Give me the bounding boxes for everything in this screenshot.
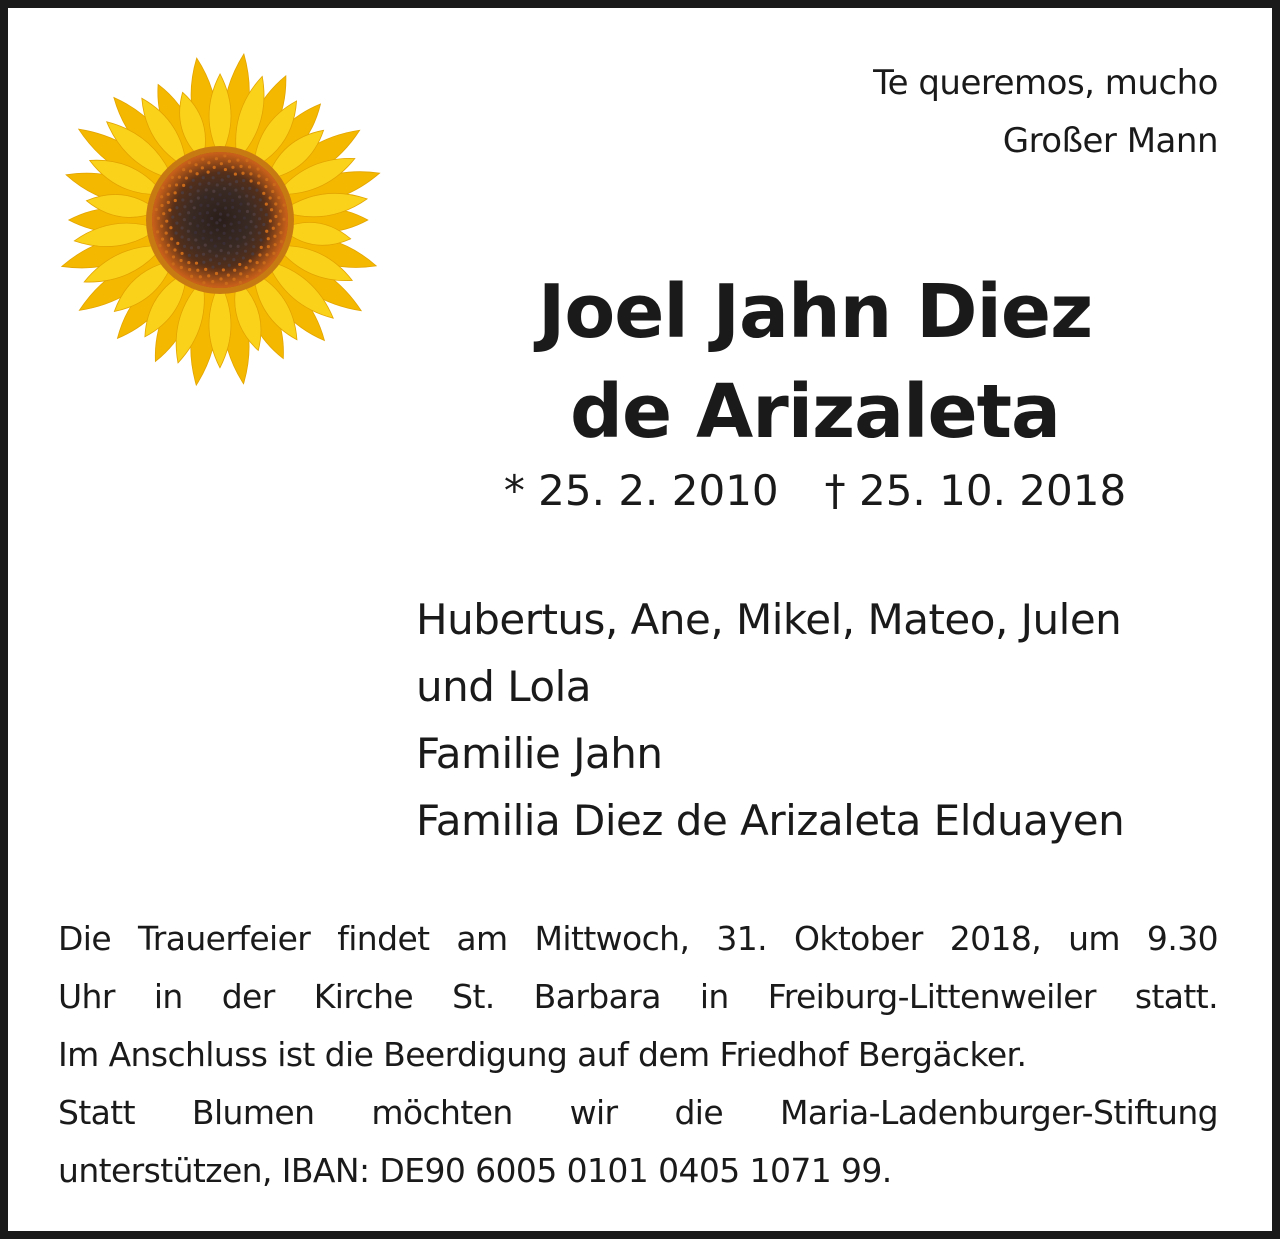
mourner-line: Familie Jahn <box>416 729 663 778</box>
sunflower-seed <box>231 206 234 209</box>
sunflower-seed <box>264 185 267 188</box>
sunflower-seed <box>245 226 248 229</box>
sunflower-seed <box>255 188 258 191</box>
sunflower-seed <box>239 272 242 275</box>
sunflower-seed <box>207 182 210 185</box>
sunflower-seed <box>207 161 210 164</box>
sunflower-seed <box>172 255 175 258</box>
sunflower-seed <box>223 187 226 190</box>
sunflower-seed <box>187 211 190 214</box>
sunflower-seed <box>237 221 240 224</box>
sunflower-seed <box>212 176 215 179</box>
sunflower-seed <box>258 231 261 234</box>
sunflower-seed <box>243 216 246 219</box>
sunflower-seed <box>216 183 219 186</box>
sunflower-seed <box>180 235 183 238</box>
sunflower-seed <box>265 178 268 181</box>
sunflower-seed <box>239 165 242 168</box>
sunflower-seed <box>175 222 178 225</box>
sunflower-seed <box>234 172 237 175</box>
sunflower-seed <box>175 183 178 186</box>
sunflower-seed <box>265 230 268 233</box>
sunflower-seed <box>187 261 190 264</box>
sunflower-seed <box>271 190 274 193</box>
sunflower-seed <box>160 204 163 207</box>
sunflower-seed <box>257 181 260 184</box>
sunflower-seed <box>167 193 170 196</box>
sunflower-seed <box>222 242 225 245</box>
sunflower-seed <box>252 238 255 241</box>
sunflower-seed <box>196 269 199 272</box>
sunflower-seed <box>228 192 231 195</box>
sunflower-seed <box>220 249 223 252</box>
mourner-line: Familia Diez de Arizaleta Elduayen <box>416 796 1125 845</box>
sunflower-seed <box>216 228 219 231</box>
sunflower-seed <box>193 216 196 219</box>
sunflower-seed <box>162 212 165 215</box>
sunflower-seed <box>272 227 275 230</box>
sunflower-seed <box>257 167 260 170</box>
sunflower-seed <box>207 171 210 174</box>
sunflower-seed <box>179 259 182 262</box>
sunflower-seed <box>273 235 276 238</box>
sunflower-seed <box>227 175 230 178</box>
mourners-list <box>416 586 1124 854</box>
sunflower-seed <box>283 218 286 221</box>
sunflower-seed <box>249 172 252 175</box>
sunflower-seed <box>252 195 255 198</box>
sunflower-seed <box>234 189 237 192</box>
sunflower-seed <box>183 245 186 248</box>
sunflower-seed <box>223 257 226 260</box>
sunflower-seed <box>224 206 227 209</box>
sunflower-seed <box>169 226 172 229</box>
sunflower-seed <box>176 242 179 245</box>
sunflower-seed <box>205 188 208 191</box>
sunflower-seed <box>171 176 174 179</box>
sunflower-seed <box>180 266 183 269</box>
sunflower-seed <box>215 272 218 275</box>
sunflower-seed <box>188 268 191 271</box>
sunflower-seed <box>213 166 216 169</box>
sunflower-seed <box>173 248 176 251</box>
sunflower-seed <box>249 259 252 262</box>
sunflower-seed <box>204 244 207 247</box>
sunflower-seed <box>194 238 197 241</box>
sunflower-seed <box>161 186 164 189</box>
sunflower-seed <box>227 273 230 276</box>
sunflower-seed <box>270 208 273 211</box>
sunflower-seed <box>262 223 265 226</box>
sunflower-seed <box>228 264 231 267</box>
sunflower-seed <box>224 168 227 171</box>
sunflower-seed <box>223 224 226 227</box>
sunflower-seed <box>259 238 262 241</box>
sunflower-seed <box>236 237 239 240</box>
sunflower-seed <box>216 202 219 205</box>
sunflower-seed <box>195 262 198 265</box>
sunflower-seed <box>246 275 249 278</box>
sunflower-seed <box>188 254 191 257</box>
sunflower-seed <box>207 223 210 226</box>
sunflower-seed <box>213 209 216 212</box>
sunflower-seed <box>182 168 185 171</box>
sunflower-seed <box>171 216 174 219</box>
sunflower-seed <box>263 261 266 264</box>
sunflower-seed <box>238 229 241 232</box>
sunflower-seed <box>253 213 256 216</box>
sunflower-seed <box>256 261 259 264</box>
motto <box>873 54 1218 170</box>
sunflower-seed <box>231 199 234 202</box>
sunflower-seed <box>223 154 226 157</box>
sunflower-seed <box>183 218 186 221</box>
sunflower-seed <box>168 184 171 187</box>
sunflower-seed <box>225 282 228 285</box>
notice-line: Uhr in der Kirche St. Barbara in Freiburg-Littenweiler statt. <box>58 977 1218 1016</box>
sunflower-seed <box>265 202 268 205</box>
sunflower-seed <box>235 180 238 183</box>
sunflower-icon <box>50 52 400 387</box>
sunflower-seed <box>194 231 197 234</box>
sunflower-seed <box>167 201 170 204</box>
sunflower-seed <box>209 258 212 261</box>
sunflower-seed <box>182 184 185 187</box>
sunflower-seed <box>226 213 229 216</box>
sunflower-seed <box>174 191 177 194</box>
sunflower-seed <box>229 244 232 247</box>
notice-line: Im Anschluss ist die Beerdigung auf dem Friedhof Bergäcker. <box>58 1035 1027 1074</box>
sunflower-seed <box>279 210 282 213</box>
sunflower-seed <box>239 281 242 284</box>
mourner-line: Hubertus, Ane, Mikel, Mateo, Julen <box>416 595 1122 644</box>
sunflower-seed <box>202 176 205 179</box>
sunflower-seed <box>219 212 222 215</box>
sunflower-seed <box>244 250 247 253</box>
sunflower-seed <box>251 268 254 271</box>
sunflower-seed <box>254 225 257 228</box>
sunflower-seed <box>199 275 202 278</box>
sunflower-seed <box>245 159 248 162</box>
sunflower-seed <box>242 179 245 182</box>
sunflower-seed <box>180 252 183 255</box>
sunflower-seed <box>158 244 161 247</box>
sunflower-seed <box>188 161 191 164</box>
sunflower-seed <box>238 263 241 266</box>
sunflower-seed <box>168 209 171 212</box>
sunflower-seed <box>202 261 205 264</box>
sunflower-seed <box>280 240 283 243</box>
sunflower-seed <box>178 176 181 179</box>
sunflower-seed <box>245 194 248 197</box>
sunflower-seed <box>198 182 201 185</box>
sunflower-seed <box>232 278 235 281</box>
sunflower-seed <box>274 243 277 246</box>
sunflower-seed <box>174 231 177 234</box>
sunflower-seed <box>267 245 270 248</box>
sunflower-seed <box>202 237 205 240</box>
sunflower-seed <box>196 172 199 175</box>
sunflower-seed <box>204 196 207 199</box>
sunflower-seed <box>201 166 204 169</box>
sunflower-seed <box>160 195 163 198</box>
deceased-name <box>420 262 1210 462</box>
sunflower-seed <box>265 213 268 216</box>
sunflower-seed <box>194 163 197 166</box>
sunflower-seed <box>231 166 234 169</box>
sunflower-seed <box>279 231 282 234</box>
sunflower-seed <box>219 277 222 280</box>
sunflower-seed <box>210 239 213 242</box>
sunflower-seed <box>178 213 181 216</box>
sunflower-seed <box>260 246 263 249</box>
sunflower-seed <box>237 245 240 248</box>
sunflower-seed <box>208 250 211 253</box>
sunflower-seed <box>206 211 209 214</box>
sunflower-seed <box>235 252 238 255</box>
sunflower-seed <box>258 217 261 220</box>
sunflower-seed <box>227 251 230 254</box>
sunflower-seed <box>155 208 158 211</box>
sunflower-seed <box>269 196 272 199</box>
life-dates <box>420 465 1210 517</box>
sunflower-seed <box>260 208 263 211</box>
motto-line-2: Großer Mann <box>1002 121 1218 161</box>
notice-line: unterstützen, IBAN: DE90 6005 0101 0405 1071 99. <box>58 1151 892 1190</box>
sunflower-seed <box>222 268 225 271</box>
sunflower-seed <box>170 237 173 240</box>
sunflower-seed <box>243 236 246 239</box>
sunflower-seed <box>250 179 253 182</box>
sunflower-seed <box>265 253 268 256</box>
sunflower-seed <box>218 237 221 240</box>
sunflower-seed <box>187 230 190 233</box>
sunflower-seed <box>248 165 251 168</box>
sunflower-seed <box>274 215 277 218</box>
sunflower-seed <box>259 198 262 201</box>
sunflower-seed <box>192 179 195 182</box>
sunflower-seed <box>232 258 235 261</box>
sunflower-seed <box>172 262 175 265</box>
sunflower-seed <box>160 225 163 228</box>
sunflower-seed <box>198 212 201 215</box>
sunflower-seed <box>274 202 277 205</box>
sunflower-seed <box>165 231 168 234</box>
sunflower-seed <box>244 243 247 246</box>
sunflower-seed <box>242 256 245 259</box>
sunflower-seed <box>248 187 251 190</box>
sunflower-seed <box>258 253 261 256</box>
sunflower-seed <box>195 254 198 257</box>
sunflower-seed <box>228 183 231 186</box>
sunflower-seed <box>223 199 226 202</box>
sunflower-seed <box>167 244 170 247</box>
sunflower-seed <box>190 246 193 249</box>
sunflower-seed <box>223 232 226 235</box>
sunflower-seed <box>218 262 221 265</box>
sunflower-seed <box>269 219 272 222</box>
sunflower-seed <box>245 266 248 269</box>
sunflower-seed <box>212 190 215 193</box>
sunflower-seed <box>233 269 236 272</box>
sunflower-seed <box>157 217 160 220</box>
sunflower-seed <box>215 254 218 257</box>
sunflower-seed <box>239 203 242 206</box>
sunflower-seed <box>201 219 204 222</box>
sunflower-seed <box>165 250 168 253</box>
sunflower-seed <box>206 204 209 207</box>
sunflower-seed <box>218 218 221 221</box>
sunflower-seed <box>209 231 212 234</box>
sunflower-seed <box>189 193 192 196</box>
sunflower-seed <box>207 274 210 277</box>
sunflower-seed <box>199 204 202 207</box>
birth-date: * 25. 2. 2010 <box>503 466 779 515</box>
sunflower-seed <box>221 178 224 181</box>
sunflower-seed <box>258 269 261 272</box>
sunflower-seed <box>238 195 241 198</box>
sunflower-seed <box>231 229 234 232</box>
sunflower-seed <box>220 162 223 165</box>
sunflower-seed <box>202 253 205 256</box>
sunflower-seed <box>196 224 199 227</box>
sunflower-seed <box>189 169 192 172</box>
sunflower-seed <box>247 202 250 205</box>
sunflower-seed <box>197 246 200 249</box>
death-date: † 25. 10. 2018 <box>824 466 1127 515</box>
sunflower-seed <box>181 191 184 194</box>
sunflower-seed <box>241 187 244 190</box>
sunflower-seed <box>185 176 188 179</box>
notice-line: Die Trauerfeier findet am Mittwoch, 31. Oktober 2018, um 9.30 <box>58 919 1218 958</box>
sunflower-seed <box>236 158 239 161</box>
sunflower-seed <box>210 217 213 220</box>
sunflower-seed <box>229 236 232 239</box>
sunflower-seed <box>257 174 260 177</box>
sunflower-seed <box>175 206 178 209</box>
sunflower-seed <box>165 220 168 223</box>
sunflower-seed <box>217 171 220 174</box>
sunflower-seed <box>278 223 281 226</box>
sunflower-seed <box>251 252 254 255</box>
sunflower-seed <box>181 226 184 229</box>
motto-line-1: Te queremos, mucho <box>873 63 1218 103</box>
sunflower-seed <box>190 200 193 203</box>
name-line-2: de Arizaleta <box>570 369 1060 455</box>
sunflower-seed <box>161 238 164 241</box>
sunflower-seed <box>183 205 186 208</box>
sunflower-seed <box>253 204 256 207</box>
sunflower-seed <box>193 206 196 209</box>
sunflower-seed <box>174 199 177 202</box>
sunflower-seed <box>204 268 207 271</box>
sunflower-seed <box>211 280 214 283</box>
sunflower-seed <box>189 222 192 225</box>
sunflower-seed <box>272 252 275 255</box>
mourner-line: und Lola <box>416 662 592 711</box>
sunflower-seed <box>283 203 286 206</box>
sunflower-seed <box>201 157 204 160</box>
sunflower-seed <box>246 210 249 213</box>
sunflower-seed <box>214 245 217 248</box>
sunflower-seed <box>215 157 218 160</box>
sunflower-seed <box>202 230 205 233</box>
sunflower-seed <box>262 192 265 195</box>
sunflower-seed <box>277 196 280 199</box>
sunflower-seed <box>233 215 236 218</box>
sunflower-seed <box>228 160 231 163</box>
sunflower-seed <box>211 197 214 200</box>
sunflower-seed <box>187 238 190 241</box>
sunflower-seed <box>219 193 222 196</box>
name-line-1: Joel Jahn Diez <box>537 269 1093 355</box>
sunflower-seed <box>202 281 205 284</box>
sunflower-seed <box>252 245 255 248</box>
sunflower-seed <box>267 237 270 240</box>
sunflower-seed <box>241 172 244 175</box>
notice-line: Statt Blumen möchten wir die Maria-Ladenburger-Stiftung <box>58 1093 1218 1132</box>
sunflower-seed <box>238 209 241 212</box>
sunflower-seed <box>189 186 192 189</box>
sunflower-seed <box>211 266 214 269</box>
sunflower-seed <box>156 230 159 233</box>
sunflower-seed <box>230 222 233 225</box>
sunflower-seed <box>250 220 253 223</box>
sunflower-seed <box>181 198 184 201</box>
sunflower-seed <box>273 183 276 186</box>
sunflower-seed <box>197 196 200 199</box>
sunflower-seed <box>249 231 252 234</box>
sunflower-seed <box>190 275 193 278</box>
sunflower-seed <box>197 189 200 192</box>
sunflower-seed <box>215 221 218 224</box>
funeral-notice <box>58 910 1218 1200</box>
